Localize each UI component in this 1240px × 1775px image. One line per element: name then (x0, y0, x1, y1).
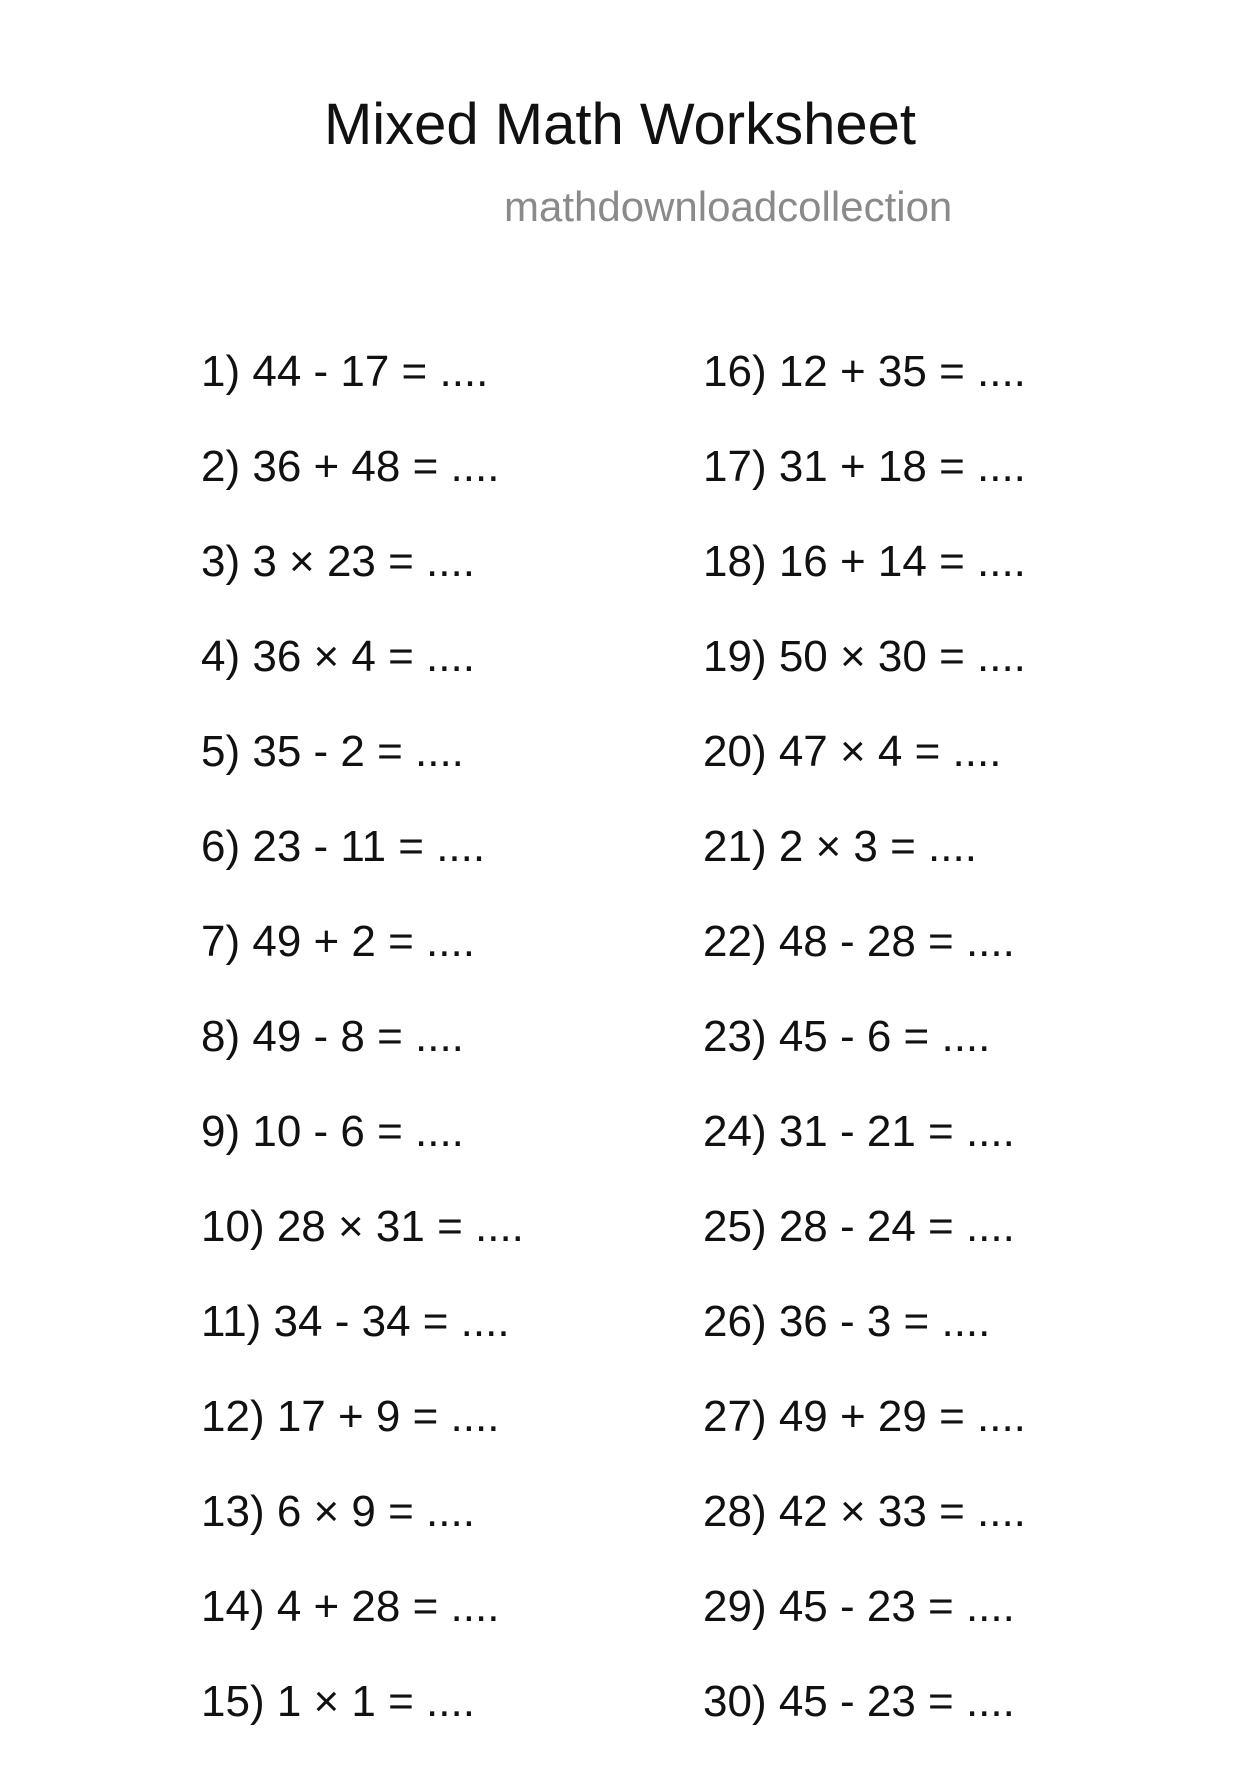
problem-item: 14) 4 + 28 = .... (201, 1582, 500, 1631)
problem-item: 6) 23 - 11 = .... (201, 822, 486, 871)
problem-item: 7) 49 + 2 = .... (201, 917, 475, 966)
problem-item: 2) 36 + 48 = .... (201, 442, 500, 491)
problem-item: 24) 31 - 21 = .... (703, 1107, 1015, 1156)
problem-item: 16) 12 + 35 = .... (703, 347, 1026, 396)
problem-item: 23) 45 - 6 = .... (703, 1012, 991, 1061)
problem-item: 12) 17 + 9 = .... (201, 1392, 500, 1441)
problem-item: 22) 48 - 28 = .... (703, 917, 1015, 966)
problem-item: 3) 3 × 23 = .... (201, 537, 475, 586)
problem-item: 18) 16 + 14 = .... (703, 537, 1026, 586)
problem-item: 28) 42 × 33 = .... (703, 1487, 1026, 1536)
problem-item: 15) 1 × 1 = .... (201, 1677, 475, 1726)
problem-item: 29) 45 - 23 = .... (703, 1582, 1015, 1631)
problem-item: 13) 6 × 9 = .... (201, 1487, 475, 1536)
problem-item: 5) 35 - 2 = .... (201, 727, 464, 776)
problem-item: 19) 50 × 30 = .... (703, 632, 1026, 681)
problem-item: 8) 49 - 8 = .... (201, 1012, 464, 1061)
problem-item: 20) 47 × 4 = .... (703, 727, 1002, 776)
problem-item: 26) 36 - 3 = .... (703, 1297, 991, 1346)
problem-item: 17) 31 + 18 = .... (703, 442, 1026, 491)
problem-column-right (703, 347, 1223, 1775)
problem-item: 11) 34 - 34 = .... (201, 1297, 510, 1346)
problem-column-left (201, 347, 721, 1775)
problem-item: 10) 28 × 31 = .... (201, 1202, 524, 1251)
problem-item: 30) 45 - 23 = .... (703, 1677, 1015, 1726)
page-subtitle: mathdownloadcollection (504, 183, 953, 230)
problem-item: 1) 44 - 17 = .... (201, 347, 489, 396)
problem-item: 9) 10 - 6 = .... (201, 1107, 464, 1156)
problem-item: 4) 36 × 4 = .... (201, 632, 475, 681)
problem-item: 27) 49 + 29 = .... (703, 1392, 1026, 1441)
problem-item: 25) 28 - 24 = .... (703, 1202, 1015, 1251)
problem-item: 21) 2 × 3 = .... (703, 822, 977, 871)
page-title: Mixed Math Worksheet (323, 92, 917, 157)
